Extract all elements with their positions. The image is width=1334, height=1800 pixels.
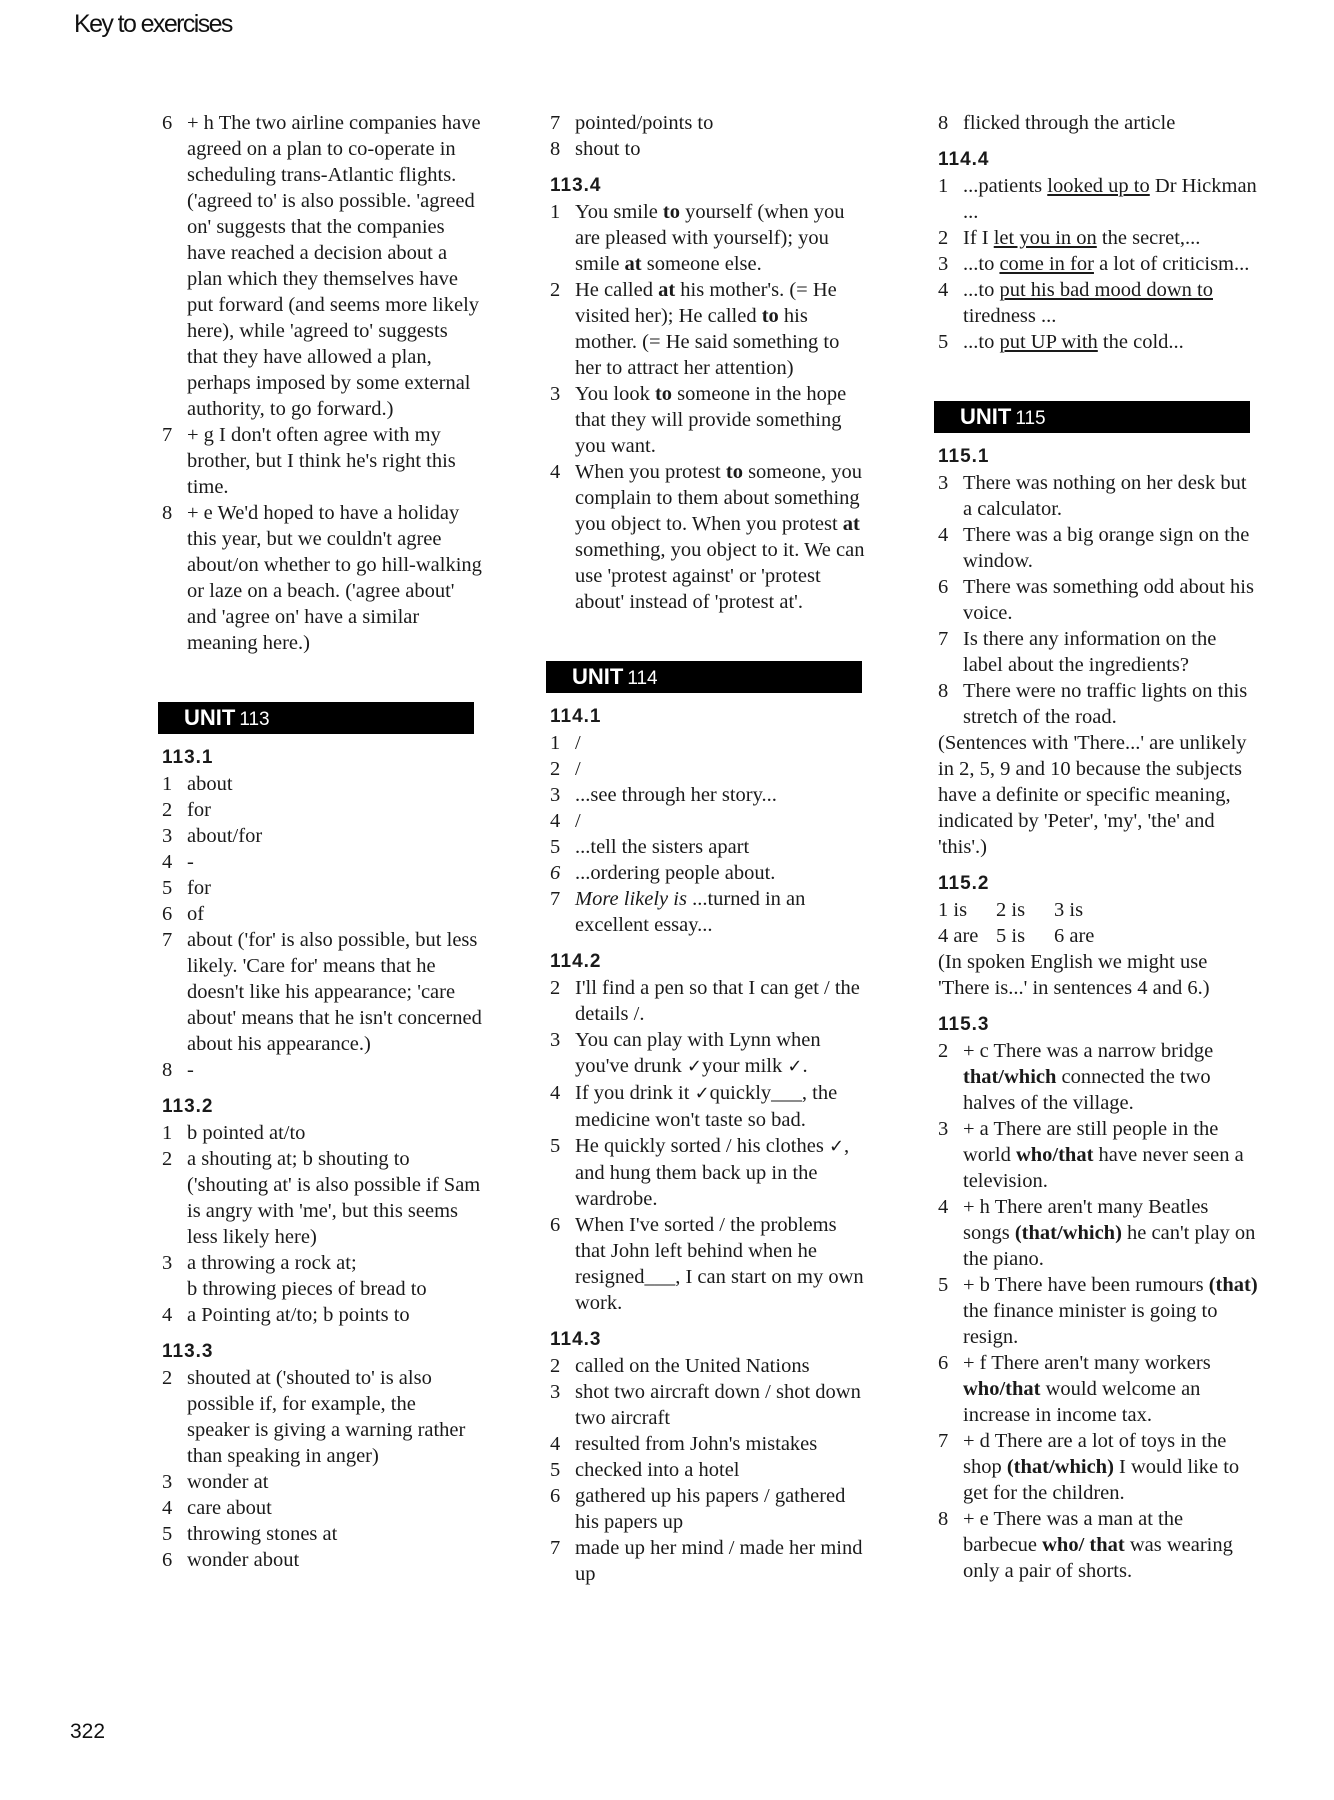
item-bold: at <box>842 513 860 535</box>
section-heading-115-1: 115.1 <box>938 446 990 467</box>
item-text: someone in the hope that they will provide something you want. <box>575 383 847 457</box>
section-heading-115-2: 115.2 <box>938 873 990 894</box>
answer-item <box>550 1212 870 1316</box>
item-number: 6 <box>938 576 949 598</box>
item-number: 2 <box>162 1148 173 1170</box>
item-number: 2 <box>938 227 949 249</box>
answer-item <box>162 1250 482 1302</box>
item-text: + b There have been rumours <box>963 1274 1209 1296</box>
answer-item <box>162 927 482 1057</box>
unit-label: UNIT <box>184 705 236 730</box>
answer-item <box>550 1353 870 1379</box>
item-number: 2 <box>550 1355 561 1377</box>
row-cell: 2 is <box>996 899 1026 921</box>
column-1 <box>162 110 482 1573</box>
item-text: shouted at ('shouted to' is also possible if, for example, the speaker is giving a warning rather than speaking in anger) <box>187 1367 466 1467</box>
item-number: 3 <box>550 1381 561 1403</box>
item-number: 1 <box>162 1122 173 1144</box>
item-text: a lot of criticism... <box>1093 253 1250 275</box>
item-number: 2 <box>162 1367 173 1389</box>
item-text: something, you object to it. We can use 'protest against' or 'protest about' instead of 'protest at'. <box>575 539 865 613</box>
item-number: 6 <box>550 1214 561 1236</box>
item-text: yourself (when you are pleased with yourself); you smile <box>575 201 845 275</box>
item-number: 2 <box>550 279 561 301</box>
item-text: have never seen a television. <box>963 1144 1244 1192</box>
answer-item <box>938 277 1258 329</box>
item-text: shout to <box>575 138 641 160</box>
item-text: + f There aren't many workers <box>963 1352 1211 1374</box>
answer-item <box>938 329 1258 355</box>
item-text: gathered up his papers / gathered his papers up <box>575 1485 846 1533</box>
item-text: would welcome an increase in income tax. <box>963 1378 1201 1426</box>
item-number: 3 <box>550 784 561 806</box>
item-number: 7 <box>550 1537 561 1559</box>
item-text: Is there any information on the label about the ingredients? <box>963 628 1217 676</box>
item-number: 3 <box>162 825 173 847</box>
answer-item <box>162 1120 482 1146</box>
item-text: of <box>187 903 205 925</box>
answer-item <box>162 849 482 875</box>
item-number: 5 <box>550 1459 561 1481</box>
answer-item <box>938 1272 1258 1350</box>
item-number: 7 <box>938 1430 949 1452</box>
unit-114-banner <box>546 661 862 693</box>
item-number: 4 <box>550 1082 561 1104</box>
section-heading-113-1: 113.1 <box>162 747 214 768</box>
item-text: / <box>575 732 581 754</box>
answer-item <box>162 1547 482 1573</box>
item-number: 5 <box>550 1135 561 1157</box>
answer-item <box>938 574 1258 626</box>
item-number: 3 <box>550 383 561 405</box>
answer-item <box>550 886 870 938</box>
answer-item <box>550 834 870 860</box>
answer-item <box>938 251 1258 277</box>
answer-item <box>162 875 482 901</box>
answer-item <box>938 470 1258 522</box>
answer-item <box>162 1365 482 1469</box>
answer-item <box>550 756 870 782</box>
answer-item <box>938 1194 1258 1272</box>
item-text: + d There are a lot of toys in the shop <box>963 1430 1227 1478</box>
item-text: When I've sorted / the problems that John left behind when he resigned___, I can start on my own work. <box>575 1214 864 1314</box>
item-text: He quickly sorted / his clothes <box>575 1135 829 1157</box>
item-number: 6 <box>162 1549 173 1571</box>
item-text: about <box>187 773 233 795</box>
item-text: shot two aircraft down / shot down two aircraft <box>575 1381 861 1429</box>
item-text: wonder at <box>187 1471 269 1493</box>
item-number: 4 <box>938 524 949 546</box>
item-number: 3 <box>162 1471 173 1493</box>
item-number: 1 <box>162 773 173 795</box>
answer-item <box>938 1506 1258 1584</box>
unit-number: 113 <box>239 709 270 730</box>
item-underlined: looked up to <box>1047 175 1150 197</box>
item-number: 7 <box>162 424 173 446</box>
item-text: b pointed at/to <box>187 1122 306 1144</box>
section-heading-114-3: 114.3 <box>550 1329 602 1350</box>
item-text: a Pointing at/to; b points to <box>187 1304 410 1326</box>
item-text: ...to <box>963 253 1000 275</box>
item-text: You look <box>575 383 655 405</box>
item-text: Dr Hickman ... <box>963 175 1257 223</box>
item-text: There was nothing on her desk but a calculator. <box>963 472 1247 520</box>
item-number: 3 <box>938 472 949 494</box>
item-number: 8 <box>162 502 173 524</box>
section-heading-113-3: 113.3 <box>162 1341 214 1362</box>
answer-item <box>938 225 1258 251</box>
item-text: , and hung them back up in the wardrobe. <box>575 1135 850 1210</box>
answer-item <box>162 823 482 849</box>
answer-item <box>938 678 1258 730</box>
item-text: ...ordering people about. <box>575 862 776 884</box>
item-text: + h The two airline companies have agreed on a plan to co-operate in scheduling trans-Atlantic flights. ('agreed to' is also possible. 'agreed on' suggests that the companies have reached a decision about a plan which they themselves have put forward (and seems more likely here), while 'agreed to' suggests that they have allowed a plan, perhaps imposed by some external authority, to go forward.) <box>187 112 481 420</box>
item-text: his mother. (= He said something to her to attract her attention) <box>575 305 840 379</box>
item-bold: (that/which) <box>1006 1456 1114 1478</box>
item-text: You smile <box>575 201 663 223</box>
item-text: care about <box>187 1497 272 1519</box>
item-italic: More likely is <box>575 888 687 910</box>
section-heading-113-2: 113.2 <box>162 1096 214 1117</box>
item-number: 5 <box>938 331 949 353</box>
item-number: 8 <box>162 1059 173 1081</box>
row-cell: 5 is <box>996 925 1026 947</box>
item-number: 5 <box>938 1274 949 1296</box>
item-number: 6 <box>938 1352 949 1374</box>
answer-item <box>938 1038 1258 1116</box>
answer-item <box>938 173 1258 225</box>
item-underlined: come in for <box>999 253 1094 275</box>
answer-item <box>162 1521 482 1547</box>
unit-label: UNIT <box>572 664 624 689</box>
item-number: 2 <box>938 1040 949 1062</box>
answer-item <box>938 626 1258 678</box>
item-text: You can play with Lynn when you've drunk <box>575 1029 821 1077</box>
item-text: There was something odd about his voice. <box>963 576 1254 624</box>
item-text: ...to <box>963 279 1000 301</box>
answer-item <box>162 1057 482 1083</box>
item-number: 4 <box>550 1433 561 1455</box>
item-text: he can't play on the piano. <box>963 1222 1256 1270</box>
item-text: There was a big orange sign on the window. <box>963 524 1250 572</box>
item-underlined: put UP with <box>999 331 1098 353</box>
answer-item <box>550 1133 870 1212</box>
item-text: I would like to get for the children. <box>963 1456 1240 1504</box>
item-text: + a There are still people in the world <box>963 1118 1219 1166</box>
item-bold: that/which <box>963 1066 1057 1088</box>
item-number: 3 <box>938 253 949 275</box>
item-text: tiredness ... <box>963 305 1057 327</box>
item-text-b: b throwing pieces of bread to <box>187 1278 427 1300</box>
answer-item <box>550 1483 870 1535</box>
item-text: ...tell the sisters apart <box>575 836 750 858</box>
item-text: + e We'd hoped to have a holiday this year, but we couldn't agree about/on whether to go hill-walking or laze on a beach. ('agree about' and 'agree on' have a similar meaning here.) <box>187 502 482 654</box>
item-text: + c There was a narrow bridge <box>963 1040 1214 1062</box>
unit-label: UNIT <box>960 404 1012 429</box>
item-number: 8 <box>938 112 949 134</box>
item-text: quickly___, the medicine won't taste so bad. <box>575 1082 838 1131</box>
answer-item <box>550 110 870 136</box>
item-text: about ('for' is also possible, but less likely. 'Care for' means that he doesn't like his appearance; 'care about' means that he isn't concerned about his appearance.) <box>187 929 482 1055</box>
item-number: 2 <box>550 977 561 999</box>
answer-item <box>162 1495 482 1521</box>
item-number: 7 <box>550 112 561 134</box>
row-cell: 6 are <box>1054 925 1095 947</box>
item-text: his mother's. (= He visited her); He called <box>575 279 837 327</box>
item-text: called on the United Nations <box>575 1355 810 1377</box>
item-number: 3 <box>162 1252 173 1274</box>
tick-icon: ✓ <box>694 1083 710 1104</box>
answer-item <box>162 1469 482 1495</box>
answer-item <box>550 1535 870 1587</box>
item-bold: at <box>658 279 676 301</box>
item-number: 8 <box>550 138 561 160</box>
item-number: 1 <box>938 175 949 197</box>
item-text: . <box>802 1055 808 1077</box>
item-number: 4 <box>938 1196 949 1218</box>
section-heading-113-4: 113.4 <box>550 175 602 196</box>
unit-number: 115 <box>1015 408 1046 429</box>
row-cell: 4 are <box>938 925 979 947</box>
item-number: 2 <box>162 799 173 821</box>
item-bold: to <box>761 305 779 327</box>
answer-item <box>938 1350 1258 1428</box>
answer-item <box>550 1027 870 1080</box>
answer-row <box>938 923 1258 949</box>
item-text: pointed/points to <box>575 112 714 134</box>
item-number: 4 <box>550 461 561 483</box>
item-text: I'll find a pen so that I can get / the details /. <box>575 977 860 1025</box>
answer-item <box>162 1302 482 1328</box>
running-header: Key to exercises <box>74 10 232 38</box>
item-text: was wearing only a pair of shorts. <box>963 1534 1233 1582</box>
item-number: 7 <box>938 628 949 650</box>
item-number: 6 <box>162 903 173 925</box>
item-text: + e There was a man at the barbecue <box>963 1508 1184 1556</box>
answer-item <box>162 771 482 797</box>
item-bold: to <box>654 383 673 405</box>
answer-item <box>550 808 870 834</box>
answer-item <box>938 522 1258 574</box>
unit-number: 114 <box>627 668 658 689</box>
item-text: resulted from John's mistakes <box>575 1433 818 1455</box>
answer-item <box>550 975 870 1027</box>
item-number: 1 <box>550 732 561 754</box>
section-heading-114-1: 114.1 <box>550 706 602 727</box>
item-text: throwing stones at <box>187 1523 338 1545</box>
item-bold: to <box>662 201 680 223</box>
item-text: for <box>187 877 211 899</box>
section-heading-115-3: 115.3 <box>938 1014 990 1035</box>
item-text: for <box>187 799 211 821</box>
item-number: 6 <box>162 112 173 134</box>
section-heading-114-2: 114.2 <box>550 951 602 972</box>
item-text: made up her mind / made her mind up <box>575 1537 863 1585</box>
note-text: (Sentences with 'There...' are unlikely in 2, 5, 9 and 10 because the subjects have a definite or specific meaning, indicated by 'Peter', 'my', 'the' and 'this'.) <box>938 732 1247 858</box>
item-number: 4 <box>162 851 173 873</box>
answer-item <box>550 1431 870 1457</box>
answer-item <box>162 901 482 927</box>
answer-item <box>550 199 870 277</box>
answer-row <box>938 897 1258 923</box>
item-number: 6 <box>550 1485 561 1507</box>
item-text: + h There aren't many Beatles songs <box>963 1196 1209 1244</box>
item-text: wonder about <box>187 1549 300 1571</box>
row-cell: 1 is <box>938 899 968 921</box>
answer-item <box>162 1146 482 1250</box>
item-text: If I <box>963 227 994 249</box>
item-number: 3 <box>550 1029 561 1051</box>
item-text: There were no traffic lights on this stretch of the road. <box>963 680 1248 728</box>
item-number: 5 <box>162 877 173 899</box>
answer-item <box>550 1457 870 1483</box>
item-number: 8 <box>938 1508 949 1530</box>
item-text: / <box>575 810 581 832</box>
answer-item <box>550 136 870 162</box>
item-text: If you drink it <box>575 1082 695 1104</box>
item-number: 7 <box>550 888 561 910</box>
item-bold: to <box>725 461 743 483</box>
unit-113-banner <box>158 702 474 734</box>
answer-item <box>938 1116 1258 1194</box>
tick-icon: ✓ <box>787 1056 803 1077</box>
item-number: 4 <box>162 1304 173 1326</box>
item-bold: who/ that <box>1042 1534 1125 1556</box>
item-text: your milk <box>701 1055 788 1077</box>
answer-item <box>162 797 482 823</box>
answer-item <box>550 1379 870 1431</box>
item-bold: who/that <box>1015 1144 1094 1166</box>
item-underlined: let you in on <box>993 227 1097 249</box>
answer-item <box>550 381 870 459</box>
item-text: / <box>575 758 581 780</box>
item-number: 8 <box>938 680 949 702</box>
answer-item <box>162 422 482 500</box>
item-text: He called <box>575 279 659 301</box>
item-text: - <box>187 1059 194 1081</box>
item-text: someone, you complain to them about something you object to. When you protest <box>575 461 862 535</box>
tick-icon: ✓ <box>828 1136 845 1157</box>
note-text: (In spoken English we might use 'There is...' in sentences 4 and 6.) <box>938 951 1210 999</box>
item-number: 4 <box>938 279 949 301</box>
item-number: 4 <box>550 810 561 832</box>
item-underlined: put his bad mood down to <box>999 279 1213 301</box>
answer-item <box>550 782 870 808</box>
item-text: + g I don't often agree with my brother, but I think he's right this time. <box>187 424 456 498</box>
item-number: 5 <box>550 836 561 858</box>
item-text: the cold... <box>1097 331 1184 353</box>
item-text: someone else. <box>641 253 762 275</box>
unit-115-banner <box>934 401 1250 433</box>
item-bold: who/that <box>963 1378 1041 1400</box>
item-text: connected the two halves of the village. <box>963 1066 1211 1114</box>
page-number: 322 <box>70 1720 106 1743</box>
item-text: a shouting at; b shouting to ('shouting at' is also possible if Sam is angry with 'me', but this seems less likely here) <box>187 1148 481 1248</box>
column-3 <box>938 110 1258 1584</box>
item-text: the finance minister is going to resign. <box>963 1300 1218 1348</box>
item-text: When you protest <box>575 461 726 483</box>
item-number: 3 <box>938 1118 949 1140</box>
item-number: 5 <box>162 1523 173 1545</box>
item-text: a throwing a rock at; <box>187 1252 357 1274</box>
answer-item <box>162 110 482 422</box>
item-text: ...see through her story... <box>575 784 777 806</box>
item-text: checked into a hotel <box>575 1459 740 1481</box>
item-text: about/for <box>187 825 263 847</box>
answer-item <box>550 730 870 756</box>
item-number: 1 <box>550 201 561 223</box>
item-bold: at <box>624 253 642 275</box>
answer-item <box>550 860 870 886</box>
item-text: the secret,... <box>1096 227 1201 249</box>
answer-item <box>162 500 482 656</box>
answer-item <box>550 459 870 615</box>
item-bold: (that) <box>1208 1274 1258 1296</box>
answer-item <box>938 1428 1258 1506</box>
answer-item <box>550 1080 870 1133</box>
item-text: ...turned in an excellent essay... <box>575 888 806 936</box>
item-number: 7 <box>162 929 173 951</box>
section-heading-114-4: 114.4 <box>938 149 990 170</box>
column-2 <box>550 110 870 1587</box>
answer-item <box>550 277 870 381</box>
item-number: 4 <box>162 1497 173 1519</box>
item-number: 6 <box>550 862 561 884</box>
item-text: ...patients <box>963 175 1048 197</box>
row-cell: 3 is <box>1054 899 1084 921</box>
item-number: 2 <box>550 758 561 780</box>
item-bold: (that/which) <box>1014 1222 1122 1244</box>
item-text: flicked through the article <box>963 112 1176 134</box>
tick-icon: ✓ <box>686 1056 702 1077</box>
answer-item <box>938 110 1258 136</box>
item-text: - <box>187 851 194 873</box>
item-text: ...to <box>963 331 1000 353</box>
